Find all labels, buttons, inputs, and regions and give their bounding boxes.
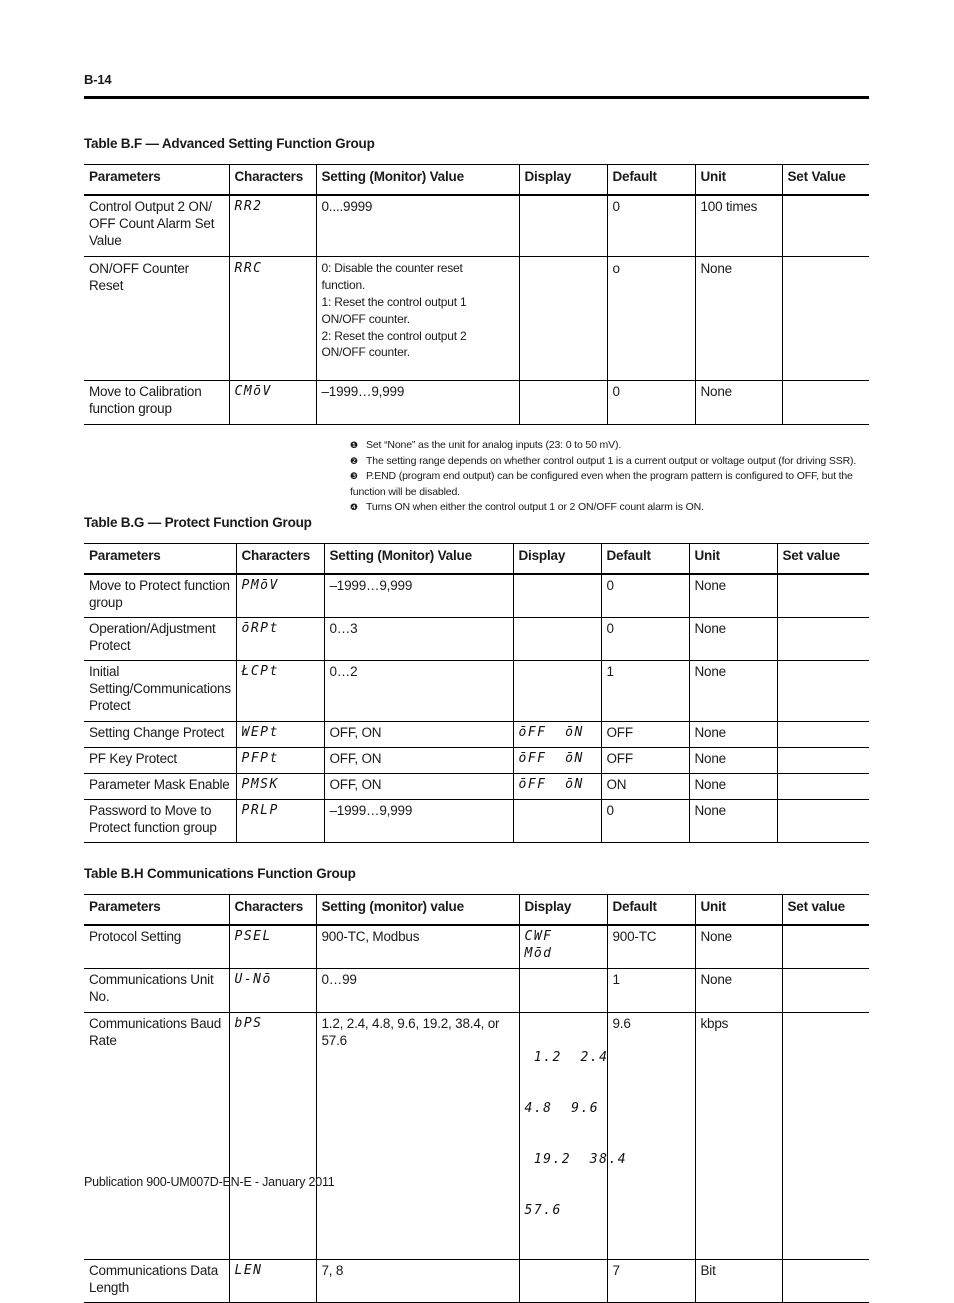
col-header-default: Default <box>607 895 695 926</box>
col-header-display: Display <box>519 165 607 196</box>
default-cell: ON <box>601 774 689 800</box>
footnote-text: The setting range depends on whether control output 1 is a current output or voltage output (for driving SSR). <box>366 454 857 467</box>
unit-cell: None <box>689 618 777 661</box>
param-cell: Setting Change Protect <box>84 722 236 748</box>
unit-cell: None <box>695 969 782 1013</box>
characters-cell: WEPt <box>236 722 324 748</box>
col-header-display: Display <box>519 895 607 926</box>
setting-cell: 0…99 <box>316 969 519 1013</box>
default-cell: 0 <box>601 800 689 843</box>
characters-cell: PSEL <box>229 925 316 969</box>
set-value-cell <box>782 380 869 424</box>
col-header-unit: Unit <box>689 544 777 575</box>
characters-cell: U-Nō <box>229 969 316 1013</box>
unit-cell: None <box>689 748 777 774</box>
set-value-cell <box>777 748 869 774</box>
characters-cell: LEN <box>229 1260 316 1303</box>
characters-cell: bPS <box>229 1013 316 1260</box>
param-cell: Move to Calibration function group <box>84 380 229 424</box>
display-line: CWF <box>524 929 553 944</box>
set-value-cell <box>782 969 869 1013</box>
table-row <box>84 722 869 748</box>
default-cell: 0 <box>601 574 689 618</box>
param-cell: Parameter Mask Enable <box>84 774 236 800</box>
header-rule <box>84 96 869 99</box>
col-header-parameters: Parameters <box>84 544 236 575</box>
col-header-display: Display <box>513 544 601 575</box>
table-row <box>84 1013 869 1260</box>
footnote-text: Set “None” as the unit for analog inputs (23: 0 to 50 mV). <box>366 439 622 451</box>
param-cell: Initial Setting/Communications Protect <box>84 661 236 722</box>
unit-cell: Bit <box>695 1260 782 1303</box>
param-cell: ON/OFF Counter Reset <box>84 256 229 380</box>
param-cell: PF Key Protect <box>84 748 236 774</box>
unit-cell: 100 times <box>695 195 782 256</box>
col-header-set-value: Set Value <box>782 165 869 196</box>
table-row <box>84 925 869 969</box>
set-value-cell <box>782 195 869 256</box>
set-value-cell <box>777 661 869 722</box>
default-cell: 900-TC <box>607 925 695 969</box>
col-header-characters: Characters <box>229 895 316 926</box>
default-cell: 0 <box>607 380 695 424</box>
col-header-default: Default <box>607 165 695 196</box>
table-row <box>84 618 869 661</box>
table-row <box>84 800 869 843</box>
setting-cell: 7, 8 <box>316 1260 519 1303</box>
footnote-marker: ❷ <box>350 455 358 466</box>
unit-cell: kbps <box>695 1013 782 1260</box>
param-cell: Communications Baud Rate <box>84 1013 229 1260</box>
param-cell: Move to Protect function group <box>84 574 236 618</box>
unit-cell: None <box>689 800 777 843</box>
display-line: Mōd <box>524 946 553 961</box>
param-cell: Control Output 2 ON/ OFF Count Alarm Set Value <box>84 195 229 256</box>
table-g <box>84 543 869 843</box>
unit-cell: None <box>695 925 782 969</box>
table-row <box>84 195 869 256</box>
setting-line: ON/OFF counter. <box>321 311 410 326</box>
col-header-unit: Unit <box>695 165 782 196</box>
param-cell: Communications Data Length <box>84 1260 229 1303</box>
param-cell: Password to Move to Protect function group <box>84 800 236 843</box>
setting-cell: OFF, ON <box>324 774 513 800</box>
display-line: 57.6 <box>524 1203 562 1218</box>
table-row <box>84 574 869 618</box>
setting-cell: OFF, ON <box>324 722 513 748</box>
setting-cell: –1999…9,999 <box>324 574 513 618</box>
unit-cell: None <box>689 722 777 748</box>
publication-footer: Publication 900-UM007D-EN-E - January 2011 <box>84 1175 335 1189</box>
footnote <box>350 469 870 500</box>
table-h-caption: Table B.H Communications Function Group <box>84 866 356 881</box>
unit-cell: None <box>689 574 777 618</box>
display-cell <box>519 195 607 256</box>
footnote-text: Turns ON when either the control output 1 or 2 ON/OFF count alarm is ON. <box>366 501 704 514</box>
table-row <box>84 969 869 1013</box>
setting-cell <box>316 256 519 380</box>
display-line: 1.2 2.4 <box>524 1050 609 1065</box>
setting-line: 2: Reset the control output 2 <box>321 328 467 343</box>
set-value-cell <box>777 574 869 618</box>
set-value-cell <box>777 774 869 800</box>
characters-cell: RRC <box>229 256 316 380</box>
display-cell: ōFF ōN <box>513 774 601 800</box>
default-cell: 0 <box>601 618 689 661</box>
display-cell <box>519 380 607 424</box>
col-header-characters: Characters <box>236 544 324 575</box>
setting-cell: –1999…9,999 <box>316 380 519 424</box>
default-cell: OFF <box>601 722 689 748</box>
setting-cell: OFF, ON <box>324 748 513 774</box>
characters-cell: ŁCPt <box>236 661 324 722</box>
table-row <box>84 1260 869 1303</box>
display-cell <box>513 661 601 722</box>
display-cell <box>519 256 607 380</box>
footnotes <box>350 438 870 516</box>
table-row <box>84 380 869 424</box>
footnote-marker: ❹ <box>350 502 358 513</box>
table-g-header-row <box>84 544 869 575</box>
set-value-cell <box>777 722 869 748</box>
col-header-set-value: Set value <box>777 544 869 575</box>
default-cell: 1 <box>601 661 689 722</box>
default-cell: 7 <box>607 1260 695 1303</box>
display-cell: ōFF ōN <box>513 748 601 774</box>
characters-cell: RR2 <box>229 195 316 256</box>
default-cell: 1 <box>607 969 695 1013</box>
display-cell <box>519 925 607 969</box>
footnote <box>350 454 870 470</box>
footnote-text: P.END (program end output) can be configured even when the program pattern is configured to OFF, but the function will be disabled. <box>350 470 853 498</box>
display-line: 19.2 38.4 <box>524 1152 628 1167</box>
table-row <box>84 661 869 722</box>
col-header-set-value: Set value <box>782 895 869 926</box>
col-header-default: Default <box>601 544 689 575</box>
setting-cell: –1999…9,999 <box>324 800 513 843</box>
characters-cell: ōRPt <box>236 618 324 661</box>
set-value-cell <box>782 1013 869 1260</box>
characters-cell: PMōV <box>236 574 324 618</box>
col-header-unit: Unit <box>695 895 782 926</box>
footnote <box>350 500 870 516</box>
setting-cell: 0…2 <box>324 661 513 722</box>
setting-cell: 1.2, 2.4, 4.8, 9.6, 19.2, 38.4, or 57.6 <box>316 1013 519 1260</box>
default-cell: OFF <box>601 748 689 774</box>
setting-cell: 0....9999 <box>316 195 519 256</box>
display-cell <box>519 969 607 1013</box>
display-cell <box>513 574 601 618</box>
col-header-setting: Setting (Monitor) Value <box>316 165 519 196</box>
display-cell <box>519 1013 628 1260</box>
footnote <box>350 438 870 454</box>
set-value-cell <box>782 925 869 969</box>
default-cell: o <box>607 256 695 380</box>
setting-line: 0: Disable the counter reset <box>321 260 463 275</box>
default-cell: 9.6 <box>607 1013 695 1260</box>
col-header-parameters: Parameters <box>84 895 229 926</box>
col-header-setting: Setting (Monitor) Value <box>324 544 513 575</box>
table-row <box>84 256 869 380</box>
display-cell <box>519 1260 607 1303</box>
table-f-caption: Table B.F — Advanced Setting Function Group <box>84 136 375 151</box>
setting-line: function. <box>321 277 366 292</box>
display-cell <box>513 800 601 843</box>
unit-cell: None <box>695 380 782 424</box>
setting-line: ON/OFF counter. <box>321 344 410 359</box>
unit-cell: None <box>695 256 782 380</box>
col-header-characters: Characters <box>229 165 316 196</box>
col-header-setting: Setting (monitor) value <box>316 895 519 926</box>
param-cell: Operation/Adjustment Protect <box>84 618 236 661</box>
page-number: B-14 <box>84 72 112 87</box>
set-value-cell <box>782 1260 869 1303</box>
col-header-parameters: Parameters <box>84 165 229 196</box>
set-value-cell <box>782 256 869 380</box>
table-h-header-row <box>84 895 869 926</box>
default-cell: 0 <box>607 195 695 256</box>
table-f <box>84 164 869 425</box>
display-cell: ōFF ōN <box>513 722 601 748</box>
characters-cell: PRLP <box>236 800 324 843</box>
table-row <box>84 748 869 774</box>
set-value-cell <box>777 618 869 661</box>
table-row <box>84 774 869 800</box>
display-cell <box>513 618 601 661</box>
characters-cell: PMSK <box>236 774 324 800</box>
setting-line: 1: Reset the control output 1 <box>321 294 467 309</box>
characters-cell: PFPt <box>236 748 324 774</box>
display-line: 4.8 9.6 <box>524 1101 600 1116</box>
footnote-marker: ❶ <box>350 440 358 450</box>
unit-cell: None <box>689 661 777 722</box>
footnote-marker: ❸ <box>350 471 358 482</box>
set-value-cell <box>777 800 869 843</box>
unit-cell: None <box>689 774 777 800</box>
characters-cell: CMōV <box>229 380 316 424</box>
table-h <box>84 894 869 1303</box>
table-f-header-row <box>84 165 869 196</box>
param-cell: Communications Unit No. <box>84 969 229 1013</box>
setting-cell: 900-TC, Modbus <box>316 925 519 969</box>
setting-cell: 0…3 <box>324 618 513 661</box>
table-g-caption: Table B.G — Protect Function Group <box>84 515 312 530</box>
param-cell: Protocol Setting <box>84 925 229 969</box>
